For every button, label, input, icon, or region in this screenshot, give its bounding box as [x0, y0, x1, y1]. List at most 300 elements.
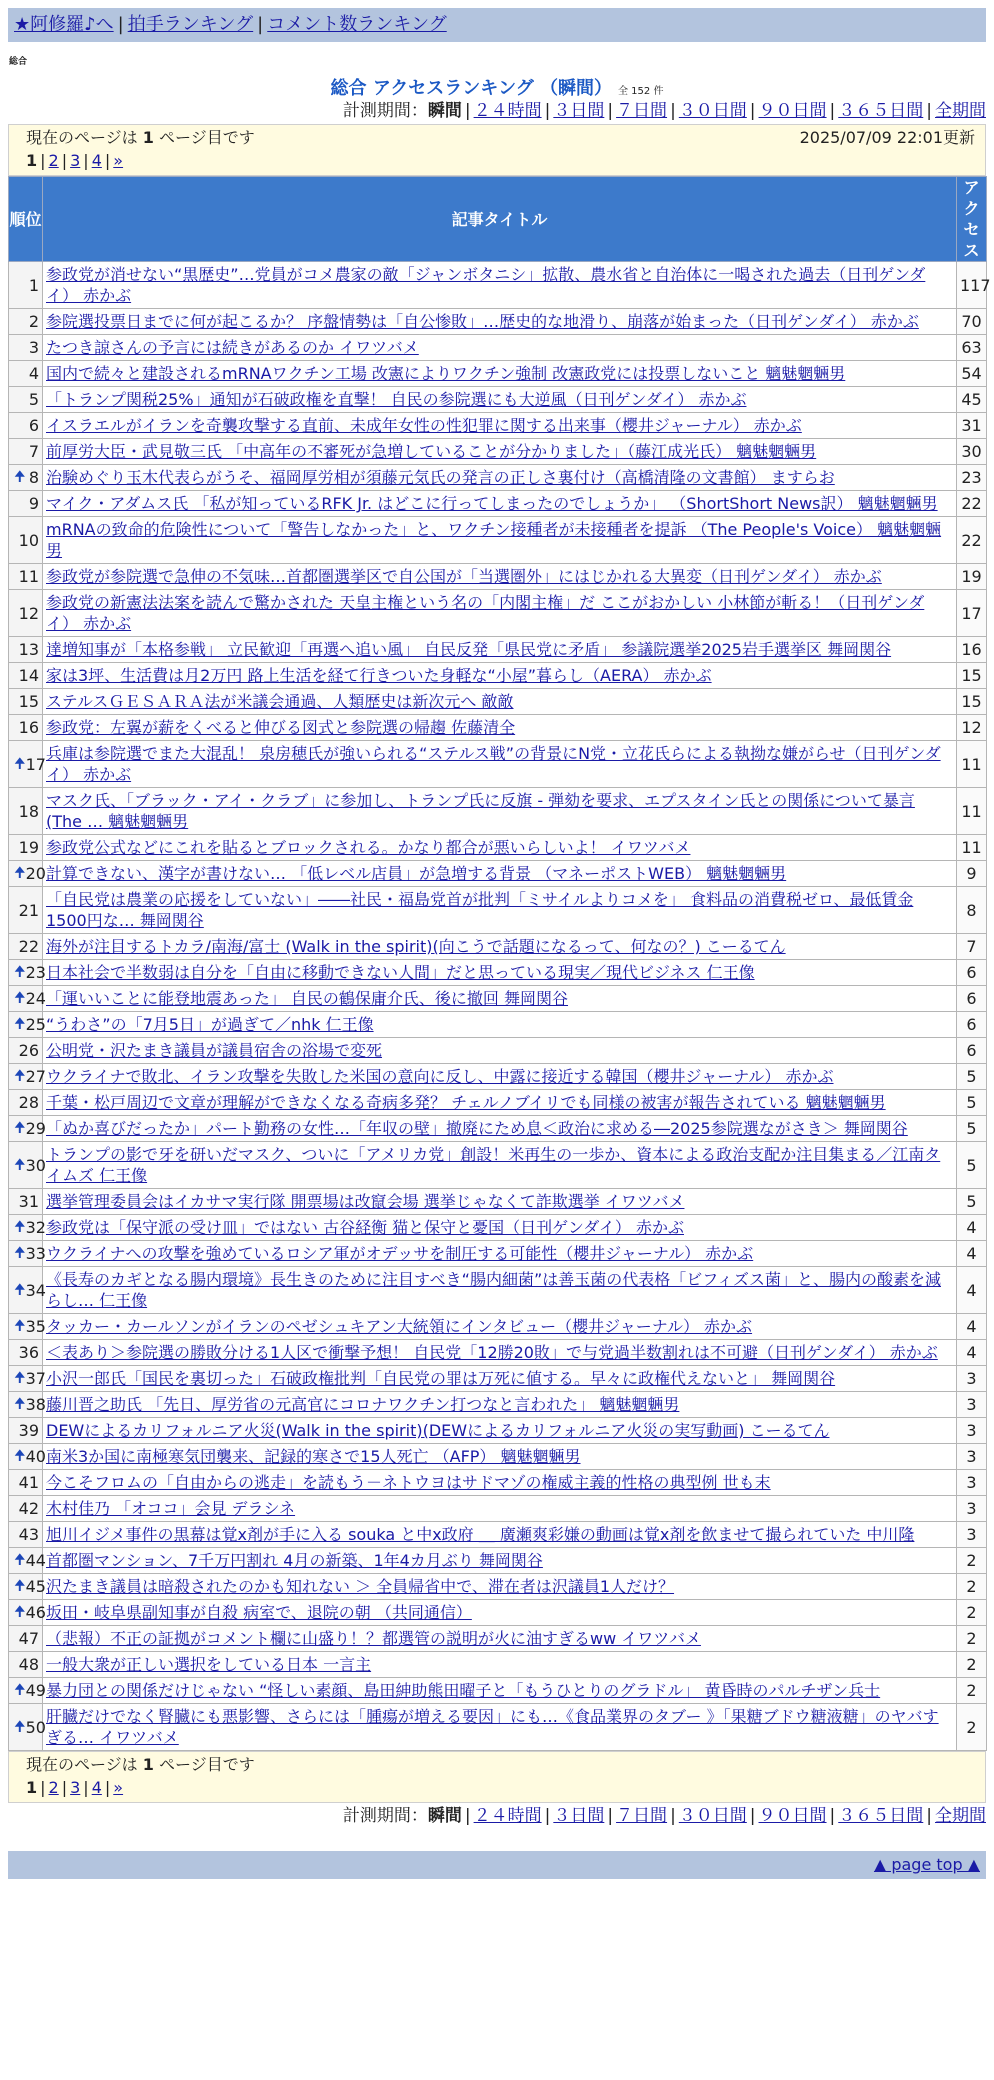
table-row: [9, 1652, 987, 1678]
rank-up-icon: 🠉: [14, 1552, 26, 1568]
rank-cell: [9, 1392, 46, 1418]
article-link[interactable]: トランプの影で牙を研いだマスク、ついに「アメリカ党」創設！米再生の一歩か、資本による政治支配か注目集まる／江南タイムズ 仁王像: [46, 1145, 941, 1185]
access-count: 3: [957, 1444, 987, 1470]
table-row: [9, 335, 987, 361]
page-title-line: [0, 74, 994, 98]
table-row: [9, 387, 987, 413]
access-count: 3: [957, 1418, 987, 1444]
title-cell: [43, 1366, 957, 1392]
article-link[interactable]: 旭川イジメ事件の黒幕は覚x剤が手に入る souka と中x政府 ＿ 廣瀬爽彩嫌の動画は覚x剤を飲ませて撮られていた 中川隆: [46, 1525, 915, 1544]
article-link[interactable]: 参政党公式などにこれを貼るとブロックされる。かなり都合が悪いらしいよ！ イワツバメ: [46, 838, 691, 857]
access-count: 2: [957, 1626, 987, 1652]
rank-cell: [9, 1340, 43, 1366]
period-label: 計測期間：: [342, 101, 428, 121]
article-link[interactable]: 参政党が参院選で急伸の不気味…首都圏選挙区で自公国が「当選圏外」にはじかれる大異変（日刊ゲンダイ） 赤かぶ: [46, 567, 882, 586]
table-row: [9, 1241, 987, 1267]
title-cell: [43, 590, 957, 637]
header-title: 記事タイトル: [43, 177, 957, 262]
rank-cell: [9, 689, 43, 715]
page-title: 総合 アクセスランキング （瞬間）: [330, 78, 612, 99]
table-row: [9, 309, 987, 335]
rank-number: 20: [25, 864, 46, 883]
access-count: 2: [957, 1678, 987, 1704]
title-cell: [43, 1215, 957, 1241]
page-separator: |: [83, 151, 89, 170]
rank-cell: [9, 1704, 46, 1751]
period-separator: |: [926, 1806, 932, 1826]
page-link[interactable]: 4: [91, 1778, 102, 1797]
title-cell: [43, 1600, 957, 1626]
article-link[interactable]: 海外が注目するトカラ/南海/富士 (Walk in the spirit)(向こうで話題になるって、何なの？) こーるてん: [46, 937, 786, 956]
access-count: 5: [957, 1116, 987, 1142]
rank-cell: [9, 1470, 43, 1496]
table-row: [9, 715, 987, 741]
article-link[interactable]: イスラエルがイランを奇襲攻撃する直前、未成年女性の性犯罪に関する出来事（櫻井ジャーナル） 赤かぶ: [46, 416, 802, 435]
page-info-post: ページ目です: [153, 128, 255, 147]
article-link[interactable]: mRNAの致命的危険性について「警告しなかった」と、ワクチン接種者が未接種者を提訴 （The People's Voice） 魑魅魍魎男: [46, 520, 942, 560]
access-count: 4: [957, 1241, 987, 1267]
table-row: [9, 1267, 987, 1314]
rank-cell: [9, 1522, 43, 1548]
article-link[interactable]: 国内で続々と建設されるmRNAワクチン工場 改憲によりワクチン強制 改憲政党には投票しないこと 魑魅魍魎男: [46, 364, 846, 383]
comment-ranking-link[interactable]: コメント数ランキング: [267, 14, 447, 35]
table-row: [9, 637, 987, 663]
table-row: [9, 788, 987, 835]
title-cell: [43, 788, 957, 835]
access-count: 5: [957, 1090, 987, 1116]
nav-separator: |: [257, 14, 264, 35]
article-link[interactable]: （悲報）不正の証拠がコメント欄に山盛り！？都選管の説明が火に油すぎるww イワツバメ: [46, 1629, 701, 1648]
title-cell: [43, 1116, 957, 1142]
rank-up-icon: 🠉: [14, 755, 26, 772]
article-link[interactable]: 千葉・松戸周辺で文章が理解ができなくなる奇病多発？ チェルノブイリでも同様の被害が報告されている 魑魅魍魎男: [46, 1093, 886, 1112]
table-row: [9, 1418, 987, 1444]
article-link[interactable]: たつき諒さんの予言には続きがあるのか イワツバメ: [46, 338, 419, 357]
period-separator: |: [749, 1806, 756, 1826]
period-link[interactable]: 全期間: [935, 1806, 986, 1826]
article-link[interactable]: 《長寿のカギとなる腸内環境》長生きのために注目すべき“腸内細菌”は善玉菌の代表格「ビフィズス菌」と、腸内の酸素を減らし… 仁王像: [46, 1270, 941, 1310]
rank-number: 23: [25, 963, 46, 982]
access-count: 23: [957, 465, 987, 491]
rank-number: 42: [18, 1499, 39, 1518]
access-count: 5: [957, 1064, 987, 1090]
title-cell: [43, 335, 957, 361]
period-link[interactable]: ２４時間: [473, 1806, 542, 1826]
rank-cell: [9, 1444, 46, 1470]
rank-number: 43: [18, 1525, 39, 1544]
table-row: [9, 1522, 987, 1548]
page-separator: |: [61, 1778, 68, 1797]
table-row: [9, 1626, 987, 1652]
table-header-row: [9, 177, 987, 262]
rank-number: 7: [28, 442, 39, 461]
rank-number: 26: [18, 1041, 39, 1060]
rank-cell: [9, 1678, 46, 1704]
article-link[interactable]: 「ぬか喜びだったか」パート勤務の女性…「年収の壁」撤廃にため息＜政治に求める―2025参院選ながさき＞ 舞岡関谷: [46, 1119, 908, 1138]
applause-ranking-link[interactable]: 拍手ランキング: [127, 14, 254, 35]
page-separator: |: [83, 1778, 89, 1797]
rank-cell: [9, 1038, 43, 1064]
access-count: 11: [957, 788, 987, 835]
period-separator: |: [607, 101, 614, 121]
next-page-link[interactable]: »: [113, 1778, 124, 1797]
table-row: [9, 1678, 987, 1704]
access-count: 11: [957, 835, 987, 861]
table-row: [9, 960, 987, 986]
article-link[interactable]: ＜表あり＞参院選の勝敗分ける1人区で衝撃予想！ 自民党「12勝20敗」で与党過半数割れは不可避（日刊ゲンダイ） 赤かぶ: [46, 1343, 938, 1362]
rank-number: 2: [28, 312, 39, 331]
page-info-post: ページ目です: [153, 1755, 255, 1774]
next-page-link[interactable]: »: [113, 151, 124, 170]
current-page: 1: [26, 151, 38, 170]
page-top-link[interactable]: ▲ page top ▲: [873, 1855, 980, 1874]
period-separator: |: [670, 1806, 676, 1826]
rank-number: 9: [28, 494, 39, 513]
rank-number: 48: [18, 1655, 39, 1674]
article-link[interactable]: 前厚労大臣・武見敬三氏 「中高年の不審死が急増していることが分かりました」（藤江成光氏） 魑魅魍魎男: [46, 442, 817, 461]
access-count: 3: [957, 1522, 987, 1548]
table-row: [9, 1064, 987, 1090]
rank-up-icon: 🠉: [14, 1578, 26, 1594]
rank-up-icon: 🠉: [14, 1281, 26, 1298]
table-row: [9, 1470, 987, 1496]
rank-number: 6: [28, 416, 39, 435]
rank-cell: [9, 413, 43, 439]
page-info-num: 1: [142, 128, 154, 147]
rank-number: 50: [25, 1717, 46, 1737]
page-info-row: [26, 1754, 975, 1776]
rank-number: 15: [18, 692, 39, 711]
title-cell: [43, 741, 957, 788]
article-link[interactable]: ウクライナで敗北、イラン攻撃を失敗した米国の意向に反し、中露に接近する韓国（櫻井ジャーナル） 赤かぶ: [46, 1067, 834, 1086]
table-row: [9, 741, 987, 788]
article-link[interactable]: 「自民党は農業の応援をしていない」――社民・福島党首が批判「ミサイルよりコメを」 食料品の消費税ゼロ、最低賃金1500円な… 舞岡関谷: [46, 890, 914, 930]
article-link[interactable]: 沢たまき議員は暗殺されたのかも知れない ＞ 全員帰省中で、滞在者は沢議員1人だけ？: [46, 1577, 675, 1596]
rank-number: 1: [28, 275, 39, 295]
rank-number: 8: [28, 468, 39, 487]
page-link[interactable]: 4: [91, 151, 102, 170]
table-row: [9, 1142, 987, 1189]
rank-cell: [9, 517, 43, 564]
page-link[interactable]: 2: [48, 1778, 59, 1797]
rank-up-icon: 🠉: [14, 1068, 26, 1084]
rank-cell: [9, 934, 43, 960]
rank-number: 4: [28, 364, 39, 383]
top-nav: [8, 8, 986, 42]
article-link[interactable]: 南米3か国に南極寒気団襲来、記録的寒さで15人死亡 （AFP） 魑魅魍魎男: [46, 1447, 581, 1466]
article-link[interactable]: ステルスＧＥＳＡＲＡ法が米議会通過、人類歴史は新次元へ 敵敵: [46, 692, 514, 711]
rank-cell: [9, 387, 43, 413]
rank-cell: [9, 1652, 43, 1678]
page-links: [26, 1776, 975, 1800]
period-selector-top: [0, 98, 994, 124]
rank-cell: [9, 986, 46, 1012]
rank-number: 22: [18, 937, 39, 956]
period-link[interactable]: ７日間: [616, 101, 668, 121]
article-link[interactable]: マイク・アダムス氏 「私が知っているRFK Jr. はどこに行ってしまったのでしょうか」 （ShortShort News訳） 魑魅魍魎男: [46, 494, 938, 513]
period-link[interactable]: ９０日間: [758, 1806, 827, 1826]
period-link[interactable]: ３６５日間: [838, 1806, 924, 1826]
home-link[interactable]: ★阿修羅♪へ: [14, 14, 114, 35]
page-separator: |: [40, 151, 46, 170]
table-row: [9, 1116, 987, 1142]
header-access: アクセス: [957, 177, 987, 262]
access-count: 5: [957, 1142, 987, 1189]
rank-number: 24: [25, 989, 46, 1008]
table-row: [9, 1496, 987, 1522]
rank-number: 30: [25, 1155, 46, 1175]
title-cell: [43, 861, 957, 887]
rank-number: 25: [25, 1015, 46, 1034]
rank-cell: [9, 1574, 46, 1600]
rank-up-icon: 🠉: [14, 1396, 26, 1412]
rank-number: 36: [18, 1343, 39, 1362]
table-row: [9, 1548, 987, 1574]
title-cell: [43, 934, 957, 960]
period-link[interactable]: ２４時間: [473, 101, 542, 121]
rank-cell: [9, 590, 43, 637]
rank-up-icon: 🠉: [14, 865, 26, 881]
period-link[interactable]: 全期間: [935, 101, 986, 121]
access-count: 54: [957, 361, 987, 387]
period-link[interactable]: ３日間: [553, 101, 605, 121]
page-link[interactable]: 2: [48, 151, 59, 170]
rank-cell: [9, 861, 46, 887]
rank-up-icon: 🠉: [14, 1448, 26, 1464]
rank-number: 47: [18, 1629, 39, 1648]
rank-up-icon: 🠉: [14, 1370, 26, 1386]
table-row: [9, 439, 987, 465]
article-link[interactable]: ウクライナへの攻撃を強めているロシア軍がオデッサを制圧する可能性（櫻井ジャーナル） 赤かぶ: [46, 1244, 754, 1263]
article-link[interactable]: タッカー・カールソンがイランのペゼシュキアン大統領にインタビュー（櫻井ジャーナル） 赤かぶ: [46, 1317, 753, 1336]
page-link[interactable]: 3: [70, 151, 81, 170]
access-count: 15: [957, 689, 987, 715]
page-info-pre: 現在のページは: [26, 1755, 143, 1774]
page-info: [26, 1754, 255, 1776]
title-cell: [43, 491, 957, 517]
table-row: [9, 934, 987, 960]
access-count: 2: [957, 1704, 987, 1751]
rank-cell: [9, 788, 43, 835]
rank-up-icon: 🠉: [14, 469, 26, 485]
period-link[interactable]: ７日間: [616, 1806, 668, 1826]
title-cell: [43, 887, 957, 934]
page-separator: |: [104, 1778, 111, 1797]
rank-number: 33: [25, 1244, 46, 1263]
period-separator: |: [829, 101, 836, 121]
page-info-pre: 現在のページは: [26, 128, 143, 147]
article-link[interactable]: 公明党・沢たまき議員が議員宿舎の浴場で変死: [46, 1041, 383, 1060]
title-cell: [43, 1241, 957, 1267]
rank-cell: [9, 1064, 46, 1090]
rank-number: 21: [18, 900, 39, 920]
rank-cell: [9, 1314, 46, 1340]
access-count: 8: [957, 887, 987, 934]
rank-cell: [9, 564, 43, 590]
title-cell: [43, 1189, 957, 1215]
period-separator: |: [749, 101, 756, 121]
rank-cell: [9, 465, 43, 491]
title-cell: [43, 1470, 957, 1496]
rank-cell: [9, 637, 43, 663]
table-row: [9, 835, 987, 861]
article-link[interactable]: 参政党が消せない“黒歴史”…党員がコメ農家の敵「ジャンボタニシ」拡散、農水省と自治体に一喝された過去（日刊ゲンダイ） 赤かぶ: [46, 265, 926, 305]
rank-cell: [9, 1012, 46, 1038]
table-row: [9, 564, 987, 590]
table-row: [9, 413, 987, 439]
access-count: 4: [957, 1340, 987, 1366]
article-link[interactable]: 一般大衆が正しい選択をしている日本 一言主: [46, 1655, 372, 1674]
page-links: [26, 149, 975, 173]
rank-cell: [9, 1496, 43, 1522]
access-count: 12: [957, 715, 987, 741]
table-row: [9, 689, 987, 715]
access-count: 22: [957, 517, 987, 564]
rank-cell: [9, 835, 43, 861]
rank-cell: [9, 960, 46, 986]
period-link[interactable]: ３０日間: [678, 1806, 747, 1826]
title-cell: [43, 361, 957, 387]
rank-number: 44: [25, 1551, 46, 1570]
table-row: [9, 1090, 987, 1116]
rank-number: 10: [18, 530, 39, 550]
table-row: [9, 1574, 987, 1600]
title-cell: [43, 1496, 957, 1522]
article-link[interactable]: 首都圏マンション、7千万円割れ 4月の新築、1年4カ月ぶり 舞岡関谷: [46, 1551, 543, 1570]
rank-cell: [9, 1142, 46, 1189]
rank-number: 40: [25, 1447, 46, 1466]
title-cell: [43, 1064, 957, 1090]
period-separator: |: [829, 1806, 836, 1826]
table-row: [9, 1366, 987, 1392]
article-link[interactable]: 達増知事が「本格参戦」 立民歓迎「再選へ追い風」 自民反発「県民党に矛盾」 参議院選挙2025岩手選挙区 舞岡関谷: [46, 640, 892, 659]
title-cell: [43, 663, 957, 689]
rank-number: 38: [25, 1395, 46, 1414]
title-cell: [43, 835, 957, 861]
article-link[interactable]: 参政党：左翼が薪をくべると伸びる図式と参院選の帰趨 佐藤清全: [46, 718, 516, 737]
article-link[interactable]: 選挙管理委員会はイカサマ実行隊 開票場は改竄会場 選挙じゃなくて詐欺選挙 イワツバメ: [46, 1192, 685, 1211]
article-link[interactable]: 「トランプ関税25%」通知が石破政権を直撃！ 自民の参院選にも大逆風（日刊ゲンダイ） 赤かぶ: [46, 390, 747, 409]
table-row: [9, 465, 987, 491]
access-count: 3: [957, 1392, 987, 1418]
period-link[interactable]: ９０日間: [758, 101, 827, 121]
article-link[interactable]: マスク氏、「ブラック・アイ・クラブ」に参加し、トランプ氏に反旗 - 弾劾を要求、エプスタイン氏との関係について暴言 (The … 魑魅魍魎男: [46, 791, 915, 831]
rank-number: 41: [18, 1473, 39, 1492]
access-count: 6: [957, 986, 987, 1012]
table-row: [9, 361, 987, 387]
article-link[interactable]: 兵庫は参院選でまた大混乱！ 泉房穂氏が強いられる“ステルス戦”の背景にN党・立花氏らによる執拗な嫌がらせ（日刊ゲンダイ） 赤かぶ: [46, 744, 941, 784]
article-link[interactable]: 家は3坪、生活費は月2万円 路上生活を経て行きついた身軽な“小屋”暮らし（AERA） 赤かぶ: [46, 666, 712, 685]
table-row: [9, 887, 987, 934]
article-link[interactable]: 今こそフロムの「自由からの逃走」を読もう－ネトウヨはサドマゾの権威主義的性格の典型例 世も末: [46, 1473, 771, 1492]
page-separator: |: [61, 151, 68, 170]
nav-separator: |: [117, 14, 124, 35]
period-selector-bottom: [0, 1803, 994, 1829]
access-count: 15: [957, 663, 987, 689]
table-row: [9, 491, 987, 517]
article-link[interactable]: 治験めぐり玉木代表らがうそ、福岡厚労相が須藤元気氏の発言の正しさ裏付け（高橋清隆の文書館） ますらお: [46, 468, 835, 487]
access-count: 7: [957, 934, 987, 960]
rank-number: 35: [25, 1317, 46, 1336]
article-link[interactable]: DEWによるカリフォルニア火災(Walk in the spirit)(DEWによるカリフォルニア火災の実写動画) こーるてん: [46, 1421, 830, 1440]
bottom-bar: [8, 1851, 986, 1879]
article-link[interactable]: 肝臓だけでなく腎臓にも悪影響、さらには「腫瘍が増える要因」にも…《食品業界のタブー 》「果糖ブドウ糖液糖」のヤバすぎる… イワツバメ: [46, 1707, 939, 1747]
total-count: 全 152 件: [618, 86, 664, 97]
table-row: [9, 1189, 987, 1215]
period-separator: |: [464, 1806, 471, 1826]
title-cell: [43, 1314, 957, 1340]
table-row: [9, 1012, 987, 1038]
article-link[interactable]: 「運いいことに能登地震あった」 自民の鶴保庸介氏、後に撤回 舞岡関谷: [46, 989, 569, 1008]
article-link[interactable]: 小沢一郎氏「国民を裏切った」石破政権批判「自民党の罪は万死に値する。早々に政権代えないと」 舞岡関谷: [46, 1369, 836, 1388]
rank-cell: [9, 663, 43, 689]
rank-cell: [9, 262, 43, 309]
period-link[interactable]: ３０日間: [678, 101, 747, 121]
header-rank: 順位: [9, 177, 43, 262]
title-cell: [43, 1038, 957, 1064]
title-cell: [43, 309, 957, 335]
article-link[interactable]: 坂田・岐阜県副知事が自殺 病室で、退院の朝 （共同通信）: [46, 1603, 472, 1622]
rank-cell: [9, 1267, 46, 1314]
page-info-num: 1: [142, 1755, 154, 1774]
period-link[interactable]: ３日間: [553, 1806, 605, 1826]
article-link[interactable]: 参院選投票日までに何が起こるか？ 序盤情勢は「自公惨敗」…歴史的な地滑り、崩落が始まった（日刊ゲンダイ） 赤かぶ: [46, 312, 919, 331]
page-info: [26, 127, 255, 149]
title-cell: [43, 715, 957, 741]
access-count: 4: [957, 1314, 987, 1340]
article-link[interactable]: 参政党は「保守派の受け皿」ではない 古谷経衡 猫と保守と憂国（日刊ゲンダイ） 赤かぶ: [46, 1218, 684, 1237]
article-link[interactable]: 木村佳乃 「オココ」会見 デラシネ: [46, 1499, 296, 1518]
title-cell: [43, 465, 957, 491]
article-link[interactable]: “うわさ”の「7月5日」が過ぎて／nhk 仁王像: [46, 1015, 374, 1034]
table-row: [9, 517, 987, 564]
access-count: 31: [957, 413, 987, 439]
period-separator: |: [544, 1806, 551, 1826]
rank-cell: [9, 1189, 43, 1215]
access-count: 16: [957, 637, 987, 663]
rank-number: 45: [25, 1577, 46, 1596]
article-link[interactable]: 暴力団との関係だけじゃない “怪しい素顔、島田紳助熊田曜子と「もうひとりのグラドル」 黄昏時のパルチザン兵士: [46, 1681, 881, 1700]
title-cell: [43, 1574, 957, 1600]
pagination-bottom: [8, 1751, 986, 1803]
rank-up-icon: 🠉: [14, 1156, 26, 1173]
rank-number: 28: [18, 1093, 39, 1112]
page-link[interactable]: 3: [70, 1778, 81, 1797]
period-separator: |: [544, 101, 551, 121]
article-link[interactable]: 計算できない、漢字が書けない… 「低レベル店員」が急増する背景 （マネーポストWEB） 魑魅魍魎男: [46, 864, 787, 883]
rank-cell: [9, 1418, 43, 1444]
article-link[interactable]: 藤川晋之助氏 「先日、厚労省の元高官にコロナワクチン打つなと言われた」 魑魅魍魎男: [46, 1395, 680, 1414]
title-cell: [43, 1340, 957, 1366]
period-current: 瞬間: [427, 1806, 462, 1826]
title-cell: [43, 960, 957, 986]
table-row: [9, 1600, 987, 1626]
rank-cell: [9, 887, 43, 934]
title-cell: [43, 1626, 957, 1652]
access-count: 22: [957, 491, 987, 517]
rank-number: 16: [18, 718, 39, 737]
article-link[interactable]: 日本社会で半数弱は自分を「自由に移動できない人間」だと思っている現実／現代ビジネス 仁王像: [46, 963, 755, 982]
rank-up-icon: 🠉: [14, 1245, 26, 1261]
table-row: [9, 262, 987, 309]
access-count: 6: [957, 1012, 987, 1038]
rank-cell: [9, 335, 43, 361]
article-link[interactable]: 参政党の新憲法法案を読んで驚かされた 天皇主権という名の「内閣主権」だ ここがおかしい 小林節が斬る！（日刊ゲンダイ） 赤かぶ: [46, 593, 925, 633]
period-link[interactable]: ３６５日間: [838, 101, 924, 121]
title-cell: [43, 1392, 957, 1418]
rank-number: 46: [25, 1603, 46, 1622]
table-row: [9, 1444, 987, 1470]
